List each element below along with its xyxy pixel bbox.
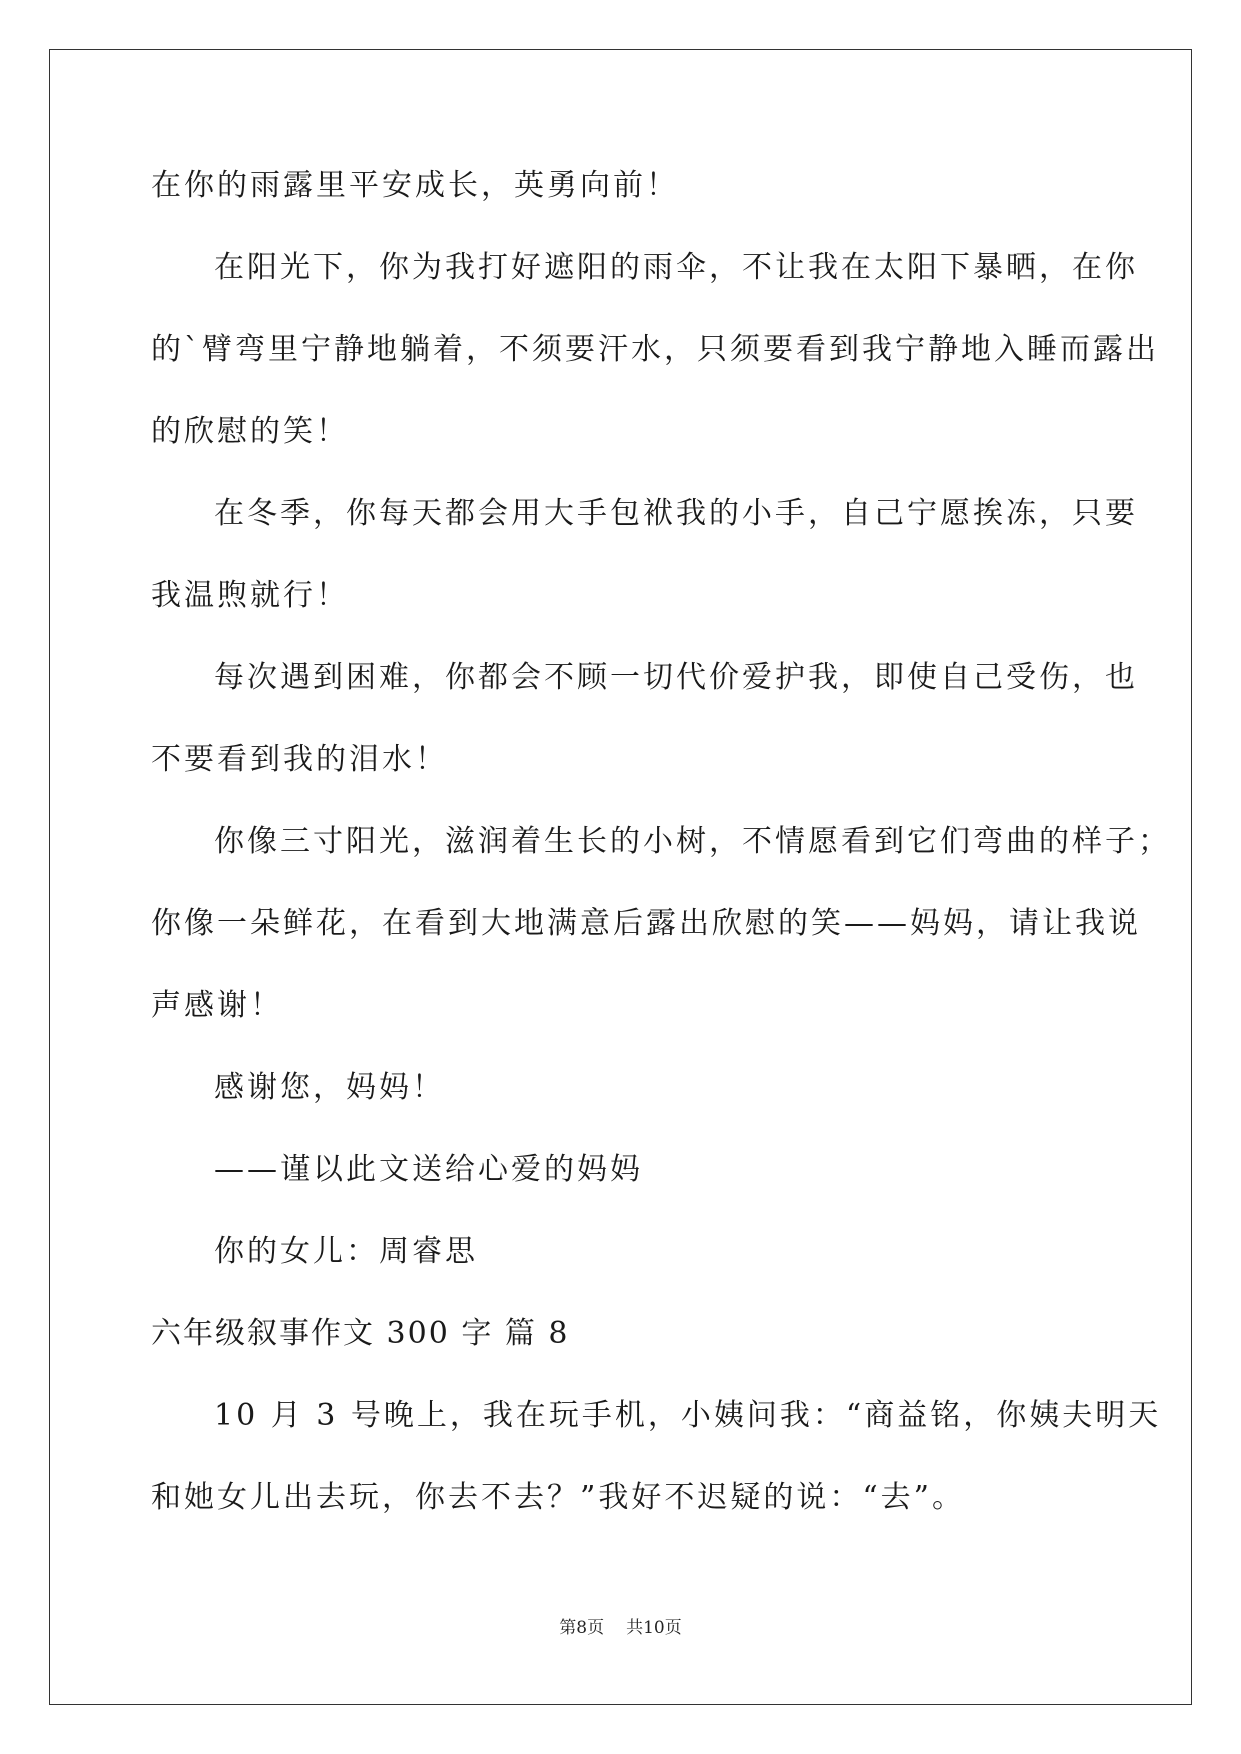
current-page-label: 第8页 (559, 1618, 605, 1638)
document-body (151, 145, 1171, 1539)
text-line: 10 月 3 号晚上，我在玩手机，小姨问我：“商益铭，你姨夫明天 (214, 1398, 1162, 1433)
page-footer (0, 1613, 1241, 1638)
text-line: 在阳光下，你为我打好遮阳的雨伞，不让我在太阳下暴晒，在你 (214, 250, 1138, 285)
text-line: 的`臂弯里宁静地躺着，不须要汗水，只须要看到我宁静地入睡而露出 (151, 332, 1159, 367)
text-line: 你像一朵鲜花，在看到大地满意后露出欣慰的笑——妈妈，请让我说 (151, 906, 1141, 941)
text-line: 的欣慰的笑！ (151, 414, 349, 449)
text-line: 感谢您，妈妈！ (214, 1070, 445, 1105)
text-line: 不要看到我的泪水！ (151, 742, 448, 777)
text-line: 声感谢！ (151, 988, 283, 1023)
text-line: 在冬季，你每天都会用大手包袱我的小手，自己宁愿挨冻，只要 (214, 496, 1138, 531)
text-line: 在你的雨露里平安成长，英勇向前！ (151, 168, 679, 203)
total-pages-label: 共10页 (626, 1618, 682, 1638)
text-line: ——谨以此文送给心爱的妈妈 (214, 1152, 643, 1187)
text-line: 我温煦就行！ (151, 578, 349, 613)
text-line: 和她女儿出去玩，你去不去？”我好不迟疑的说：“去”。 (151, 1480, 966, 1515)
text-line: 每次遇到困难，你都会不顾一切代价爱护我，即使自己受伤，也 (214, 660, 1138, 695)
section-heading: 六年级叙事作文 300 字 篇 8 (151, 1316, 570, 1351)
text-line: 你像三寸阳光，滋润着生长的小树，不情愿看到它们弯曲的样子； (214, 824, 1171, 859)
signature-line: 你的女儿：周睿思 (214, 1234, 478, 1269)
